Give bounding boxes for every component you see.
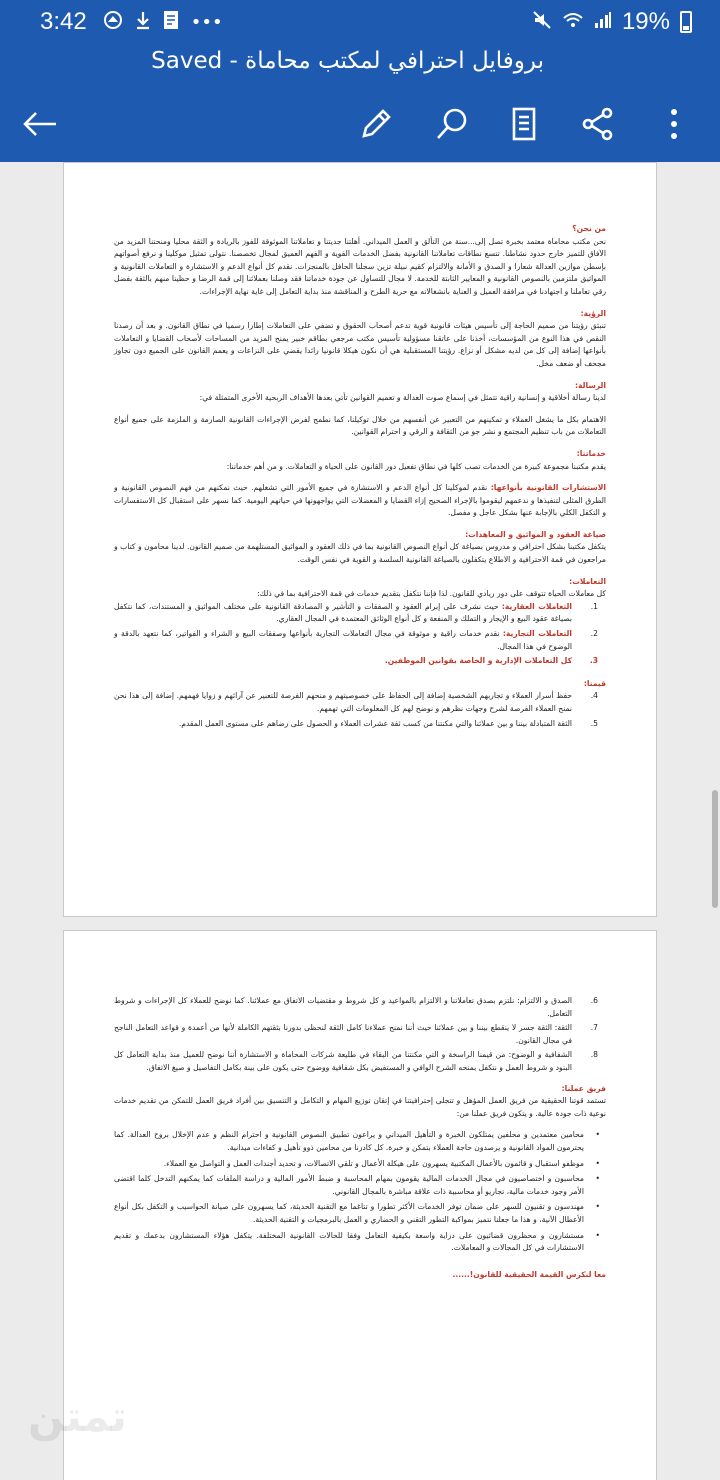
list-item: • مهندسون و تقنيون للسهر على ضمان توفر الخدمات الأكثر تطورا و تتاغما مع التقنية الحديثة، كما يسهرون على صيانة الحواسيب و التكفل بكل أنواع الأعطال الآنية، و هذا ما جعلنا نتميز بمواكبة التطور التقني و الحضاري و العمل بالبرمجيات و التقنية الحديثة. <box>114 1201 584 1226</box>
more-notifications-icon: ••• <box>190 11 223 33</box>
wifi-icon <box>562 11 584 34</box>
mission-text-1: لدينا رسالة أخلاقية و إنسانية راقية تتمثل في إسماع صوت العدالة و تعميم القوانين تأتي بعدها الأهداف الربحية الأخرى المتمثلة في: <box>199 393 606 403</box>
watermark-logo: تمتن <box>28 1392 127 1441</box>
closing-slogan: معا لنكرس القيمة الحقيقية للقانون!...... <box>452 1269 606 1279</box>
list-item: 2. التعاملات التجارية: نقدم خدمات راقية و موثوقة في مجال التعاملات التجارية بأنواعها وصفقات البيع و الشراء و الفواتير، كما نتعهد بالدقة و الوضوح في هذا المجال. <box>114 629 598 651</box>
list-item: 3. كل التعاملات الإدارية و الخاصة بقوانين الموظفين. <box>384 656 598 666</box>
back-arrow-icon[interactable] <box>18 102 62 146</box>
mute-icon <box>532 10 552 35</box>
more-vertical-icon[interactable] <box>652 102 696 146</box>
word-doc-icon <box>163 10 179 35</box>
scrollbar-thumb[interactable] <box>712 790 718 908</box>
mission-heading: الرسالة: <box>575 380 606 390</box>
battery-icon <box>680 11 692 33</box>
team-heading: فريق عملنا: <box>561 1083 606 1093</box>
page-1-content <box>114 219 606 732</box>
battery-percent: 19% <box>621 8 670 35</box>
list-item: 4. حفظ أسرار العملاء و تجاربهم الشخصية إضافة إلى الحفاظ على خصوصيتهم و منحهم الفرصة للتعبير عن آرائهم و زوايا فهمهم. إضافة إلى هذا نحن نمنح العملاء الفرصة لشرح وجهات نظرهم و نوضح لهم كل المعلومات التي تهمهم. <box>114 691 598 713</box>
list-item: 8. الشفافية و الوضوح: من قيمنا الراسخة و التي مكنتنا من البقاء في طليعة شركات المحاماة و الاستشارة أننا نوضح للعميل منذ بداية التعامل كل البنود و شروط العمل و نتكفل بمنحه الشرح الوافي و المستفيض بكل شفافية ووضوح حتى يكون على بينة بكامل التفاصيل و صيغ الاتفاق. <box>114 1050 598 1072</box>
vision-text: تنبثق رؤيتنا من صميم الحاجة إلى تأسيس هيئات قانونية قوية تدعم أصحاب الحقوق و تضفي على التعاملات إطارا رسميا في نطاق القانون. و بعد أن رصدنا النقص في هذا النوع من المؤسسات، أخذنا على عاتقنا مسؤولية تأسيس مكتب مرجعي بطاقم خبير يمنح المزيد من المساحات لأصحاب القضايا و التعاملات بأنواعها إضافة إلى كل من لديه مشكل أو نزاع. رؤيتنا المستقبلية هي أن نكون هيكلا قانونيا رائدا يقضي على النزاعات و يعمم القانون على الجميع دون تجاوز مجحف أو ضعف مخل. <box>114 321 606 368</box>
drafting-heading: صياغة العقود و المواثيق و المعاهدات: <box>465 529 606 539</box>
list-item: • محامين معتمدين و محلفين يمتلكون الخبرة و التأهيل الميداني و يراعون تطبيق النصوص القانونية و احترام النظم و عدم الإخلال بروح العدالة. كما يحترمون المواد القانونية و يرصدون حاجة العملاء بتمكن و خبرة. كل كادرنا من محامين ذوو تأهيل و كفاءات ميدانية. <box>114 1129 584 1154</box>
search-icon[interactable] <box>430 102 474 146</box>
transactions-heading: التعاملات: <box>569 576 606 586</box>
team-list <box>114 1129 606 1254</box>
signal-icon <box>594 11 612 34</box>
list-item: 1. التعاملات العقارية: حيث نشرف على إبرام العقود و الصفقات و التأشير و المصادقة القانونية على مختلف المواثيق و المستندات، كما نتكفل بصياغة عقود البيع و الإيجار و التملك و المنفعة و كل أنواع الوثائق المعتمدة في المجال العقاري. <box>114 601 598 624</box>
share-icon[interactable] <box>576 102 620 146</box>
list-item: • محاسبون و اختصاصيون في مجال الخدمات المالية يقومون بمهام المحاسبة و ضبط الأمور المالية و دراسة الملفات كما يمكنهم التدخل كلما اقتضى الأمر وجود خدمات مالية، تجاريو أو محاسبية ذات علاقة مباشرة بالمجال القانوني. <box>114 1173 584 1198</box>
status-bar <box>0 0 720 44</box>
reading-view-icon[interactable] <box>502 102 546 146</box>
who-we-are-text: نحن مكتب محاماة معتمد بخبرة تصل إلى...سنة من التألق و العمل الميداني. أهلتنا جديتنا و تعاملاتنا الموثوقة للفوز بالريادة و الثقة محليا ومنحتنا المزيد من الآفاق للتميز خارج حدود نشاطنا. تتسع نطاقات تعاملاتنا القانونية بفضل الخدمات القوية و الفهم العميق لمجال تخصصنا. نتولى تمثيل موكلينا و نرفع أصواتهم بإسطن موازين العدالة شعارا و الصدق و الأمانة والالتزام كقيم نبيلة تزين سجلنا الحافل بالمنجزات. نقدم كل أنواع الدعم و الاستشارة و التعاملات القانونية و المواثيق ملتزمين بالنصوص القانونية و المعايير الثابتة للخدمة. لا مجال للتساول عن جودة خدماتنا فقد وصلنا بعملائنا إلى قمة الرضا و حظينا منهم بالثقة بفضل رقي تعاملنا و اجتهادنا في مرافقة العميل و العناية بانشغالاته مع حرية الطرح و المناقشة منذ بداية التعامل إلى غاية نهاية الإجراءات. <box>114 236 606 296</box>
edit-pen-icon[interactable] <box>354 102 398 146</box>
app-bar <box>0 44 720 162</box>
values-list-continued <box>114 995 606 1075</box>
list-item: • موظفو استقبال و قائمون بالأعمال المكتبية يسهرون على هيكلة الأعمال و تلقي الاتصالات، و تحديد أجندات العمل و التواصل مع العملاء. <box>114 1158 584 1171</box>
clock: 3:42 <box>40 8 87 35</box>
transactions-list <box>114 601 606 668</box>
mission-text-2: الاهتمام بكل ما يشغل العملاء و تمكينهم من التعبير عن أنفسهم من خلال توكيلنا، كما نطمح لفرض الإجراءات القانونية الصارمة و الملزمة على جميع أنواع التعاملات من باب تنظيم المجتمع و نشر جو من الثقافة و الرقي و احترام القوانين. <box>114 414 606 437</box>
document-title: بروفايل احترافي لمكتب محاماة - Saved <box>151 48 544 74</box>
notification-icon <box>103 10 123 35</box>
list-item: • مستشارون و محظرون قضائيون على دراية واسعة بكيفية التعامل وفقا للحالات القانونية المختلفة. يتكفل هؤلاء المستشارون بدعمك و تقديم الاستشارات في كل المجالات و المعاملات. <box>114 1230 584 1255</box>
services-heading: خدماتنا: <box>576 448 606 458</box>
team-intro: تستمد قوتنا الحقيقية من فريق العمل المؤهل و تتجلى إحترافيتنا في إتقان توزيع المهام و التكامل و التنسيق بين أفراد فريق العمل للتمكن من تقديم خدمات نوعية ذات جودة عالية. و يتكون فريق عملنا من: <box>114 1096 606 1118</box>
consulting-label: الاستشارات القانونية بأنواعها: <box>490 483 606 493</box>
document-canvas[interactable] <box>0 162 720 1480</box>
document-page-1 <box>63 162 657 917</box>
transactions-intro: كل معاملات الحياة تتوقف على دور ريادي للقانون. لذا فإننا نتكفل بتقديم خدمات في قمة الاحترافية بما في ذلك: <box>257 589 606 599</box>
page-2-content <box>114 995 606 1281</box>
values-list <box>114 690 606 730</box>
document-page-2 <box>63 930 657 1480</box>
consulting-paragraph <box>114 482 606 520</box>
list-item: 6. الصدق و الالتزام: نلتزم بصدق تعاملاتنا و الالتزام بالمواعيد و كل شروط و مقتضيات الاتفاق مع عملائنا. كما نوضح للعملاء كل الإجراءات و شروط التعامل. <box>114 996 598 1018</box>
who-we-are-heading: من نحن؟ <box>572 224 606 233</box>
drafting-text: يتكفل مكتبنا بشكل احترافي و مدروس بصياغة كل أنواع النصوص القانونية بما في ذلك العقود و المواثيق المستلهمة من صميم القانون. لدينا محامون و كتاب و مراجعون في قمة الاحترافية و الاطلاع يتكفلون بالصياغة القانونية السلسة و القوية في نفس الوقت. <box>114 542 606 565</box>
services-intro: يقدم مكتبنا مجموعة كبيرة من الخدمات تصب كلها في نطاق تفعيل دور القانون على الحياة و التعاملات. و من أهم خدماتنا: <box>226 461 606 471</box>
consulting-text: نقدم لموكلينا كل أنواع الدعم و الاستشارة في جميع الأمور التي تشغلهم. حيث نمكنهم من فهم النصوص القانونية و الطرق المثلى لتنفيذها و ندعمهم ليقوموا بالإجراء الصحيح إزاء القضايا و المعضلات التي يواجهونها في حياتهم اليومية. كما نسهر على استقبال كل الاستفسارات و التكفل الكلي بالإجابة عنها بشكل عاجل و مفصل. <box>114 483 606 518</box>
list-item: 5. الثقة المتبادلة بيننا و بين عملائنا والتي مكنتنا من كسب ثقة عشرات العملاء و الحصول على رضاهم على مستوى العمل المقدم. <box>178 718 598 728</box>
download-icon <box>135 10 151 35</box>
vision-heading: الرؤية: <box>580 308 606 318</box>
values-heading: قيمنا: <box>583 678 606 688</box>
list-item: 7. الثقة: الثقة جسر لا ينقطع بيننا و بين عملائنا حيث أننا نمنح عملاءنا كامل الثقة لنحظى بدورنا بثقتهم الكاملة لأنها من أعمدة و قواعد التعامل الناجح في مجال القانون. <box>114 1023 598 1045</box>
